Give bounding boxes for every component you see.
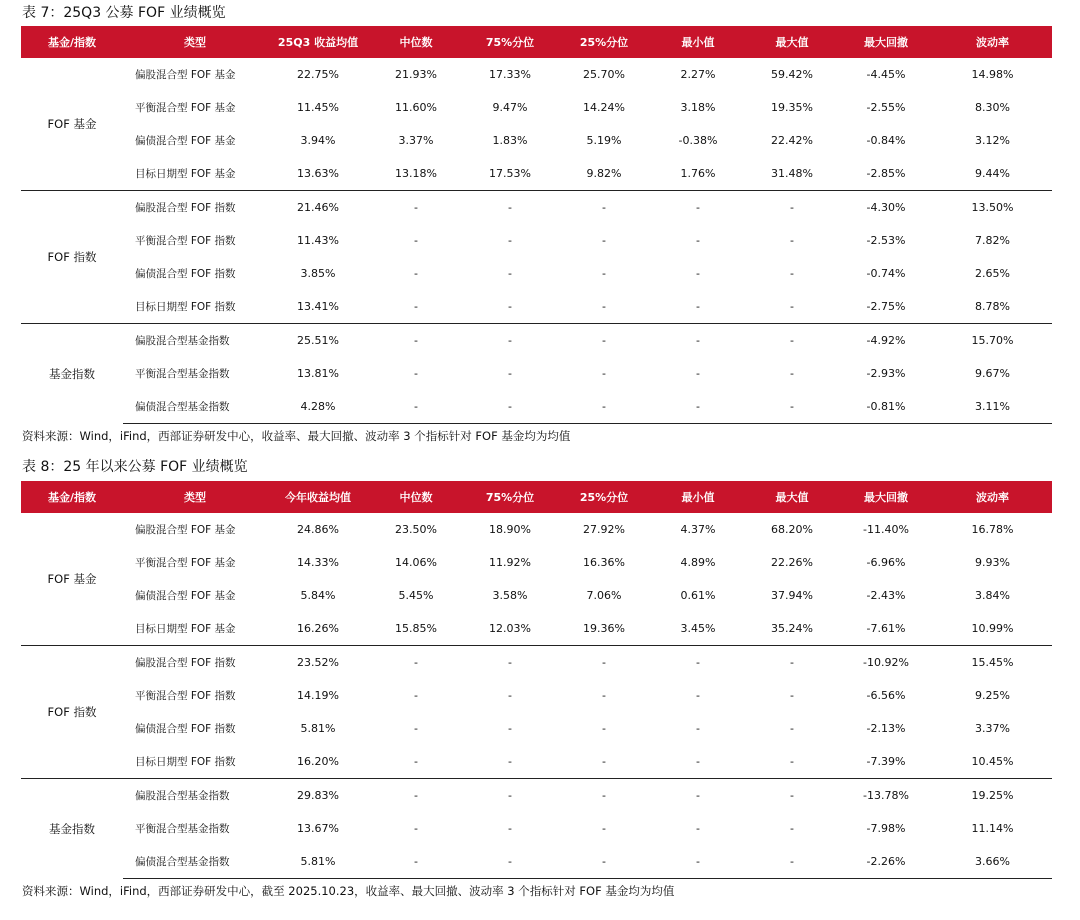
value-cell: 11.60% — [395, 101, 437, 114]
value-cell: 8.30% — [975, 101, 1010, 114]
value-cell: - — [508, 689, 512, 702]
value-cell: 16.36% — [583, 556, 625, 569]
value-cell: 15.70% — [933, 324, 1052, 358]
value-cell: 9.44% — [975, 167, 1010, 180]
table-row — [21, 58, 1052, 91]
type-cell: 平衡混合型 FOF 基金 — [135, 102, 236, 114]
row-group — [21, 646, 1052, 779]
column-header: 最小值 — [651, 26, 745, 58]
table8-caption: 表 8：25 年以来公募 FOF 业绩概览 — [22, 459, 248, 475]
value-cell: 3.94% — [300, 134, 336, 147]
value-cell: - — [790, 367, 794, 380]
value-cell: 5.84% — [300, 589, 336, 602]
value-cell: -2.53% — [866, 234, 906, 247]
value-cell: 19.36% — [583, 622, 625, 635]
column-header: 最大值 — [745, 481, 839, 513]
value-cell: 14.33% — [297, 556, 339, 569]
group-label: 基金指数 — [21, 324, 123, 424]
value-cell: - — [602, 367, 606, 380]
type-cell: 目标日期型 FOF 基金 — [135, 168, 236, 180]
value-cell: 25.70% — [583, 68, 625, 81]
value-cell: -2.43% — [866, 589, 906, 602]
value-cell: - — [745, 779, 839, 813]
value-cell: 31.48% — [771, 167, 813, 180]
column-header: 基金/指数 — [21, 26, 123, 58]
value-cell: 9.67% — [975, 367, 1010, 380]
value-cell: 1.83% — [492, 134, 528, 147]
value-cell: 15.45% — [933, 646, 1052, 680]
value-cell: 10.99% — [971, 622, 1014, 635]
value-cell: - — [745, 390, 839, 424]
type-cell: 偏股混合型基金指数 — [123, 779, 267, 813]
type-cell: 偏债混合型 FOF 基金 — [135, 135, 236, 147]
value-cell: 11.43% — [297, 234, 339, 247]
table-row — [21, 546, 1052, 579]
table-row — [21, 745, 1052, 779]
value-cell: 5.19% — [586, 134, 622, 147]
value-cell: - — [696, 234, 700, 247]
value-cell: - — [557, 845, 651, 879]
value-cell: - — [414, 689, 418, 702]
value-cell: 9.93% — [975, 556, 1010, 569]
value-cell: - — [414, 722, 418, 735]
column-header: 最大值 — [745, 26, 839, 58]
value-cell: 15.85% — [395, 622, 437, 635]
type-cell: 平衡混合型 FOF 基金 — [135, 557, 236, 569]
value-cell: 5.45% — [398, 589, 434, 602]
column-header: 基金/指数 — [21, 481, 123, 513]
value-cell: - — [414, 367, 418, 380]
table-row — [21, 324, 1052, 358]
value-cell: -2.13% — [866, 722, 906, 735]
value-cell: -10.92% — [839, 646, 933, 680]
value-cell: - — [508, 234, 512, 247]
table-row — [21, 513, 1052, 546]
type-cell: 偏债混合型 FOF 指数 — [135, 268, 236, 280]
value-cell: - — [745, 324, 839, 358]
table-row — [21, 191, 1052, 225]
value-cell: - — [602, 300, 606, 313]
value-cell: 23.50% — [395, 523, 437, 536]
value-cell: 8.78% — [975, 300, 1010, 313]
value-cell: 24.86% — [297, 523, 339, 536]
value-cell: 3.12% — [975, 134, 1010, 147]
group-label: FOF 基金 — [47, 572, 97, 586]
value-cell: - — [557, 191, 651, 225]
value-cell: 0.61% — [680, 589, 716, 602]
group-label: FOF 基金 — [47, 117, 97, 131]
value-cell: 13.67% — [297, 822, 339, 835]
value-cell: 3.85% — [300, 267, 336, 280]
value-cell: - — [651, 845, 745, 879]
value-cell: 9.25% — [975, 689, 1010, 702]
value-cell: - — [557, 779, 651, 813]
column-header: 25%分位 — [557, 481, 651, 513]
value-cell: 37.94% — [771, 589, 813, 602]
value-cell: 14.24% — [583, 101, 625, 114]
table-row — [21, 124, 1052, 157]
value-cell: 2.27% — [680, 68, 716, 81]
value-cell: - — [369, 779, 463, 813]
value-cell: - — [790, 722, 794, 735]
value-cell: - — [696, 722, 700, 735]
value-cell: - — [369, 845, 463, 879]
column-header: 最小值 — [651, 481, 745, 513]
value-cell: -7.61% — [866, 622, 906, 635]
value-cell: 22.75% — [297, 68, 339, 81]
table7-caption: 表 7：25Q3 公募 FOF 业绩概览 — [22, 5, 226, 21]
value-cell: - — [557, 390, 651, 424]
type-cell: 目标日期型 FOF 指数 — [135, 756, 236, 768]
value-cell: - — [790, 755, 794, 768]
value-cell: 21.93% — [395, 68, 437, 81]
value-cell: - — [508, 267, 512, 280]
value-cell: - — [508, 300, 512, 313]
type-cell: 平衡混合型基金指数 — [135, 368, 230, 380]
value-cell: 4.37% — [680, 523, 716, 536]
value-cell: 14.06% — [395, 556, 437, 569]
type-cell: 平衡混合型 FOF 指数 — [135, 235, 236, 247]
value-cell: - — [463, 191, 557, 225]
value-cell: 3.11% — [933, 390, 1052, 424]
value-cell: 17.33% — [489, 68, 531, 81]
value-cell: 3.45% — [680, 622, 716, 635]
type-cell: 平衡混合型基金指数 — [135, 823, 230, 835]
column-header: 今年收益均值 — [267, 481, 369, 513]
header-row — [21, 26, 1052, 58]
type-cell: 目标日期型 FOF 指数 — [135, 301, 236, 313]
row-group — [21, 513, 1052, 646]
value-cell: 18.90% — [489, 523, 531, 536]
value-cell: - — [790, 689, 794, 702]
value-cell: 16.78% — [971, 523, 1014, 536]
value-cell: 1.76% — [680, 167, 716, 180]
value-cell: 2.65% — [975, 267, 1010, 280]
row-group — [21, 191, 1052, 324]
value-cell: 12.03% — [489, 622, 531, 635]
table7 — [21, 26, 1052, 424]
value-cell: 4.28% — [267, 390, 369, 424]
value-cell: 3.37% — [398, 134, 434, 147]
value-cell: - — [602, 234, 606, 247]
value-cell: -0.38% — [678, 134, 718, 147]
value-cell: 7.82% — [975, 234, 1010, 247]
group-label: FOF 指数 — [21, 646, 123, 779]
value-cell: 35.24% — [771, 622, 813, 635]
value-cell: - — [696, 300, 700, 313]
column-header: 波动率 — [933, 481, 1052, 513]
value-cell: 23.52% — [267, 646, 369, 680]
column-header: 25Q3 收益均值 — [267, 26, 369, 58]
table-row — [21, 290, 1052, 324]
row-group — [21, 779, 1052, 879]
table-row — [21, 257, 1052, 290]
value-cell: - — [508, 722, 512, 735]
value-cell: -0.81% — [839, 390, 933, 424]
type-cell: 目标日期型 FOF 基金 — [135, 623, 236, 635]
type-cell: 偏债混合型基金指数 — [123, 390, 267, 424]
value-cell: -7.98% — [866, 822, 906, 835]
value-cell: - — [651, 191, 745, 225]
table-row — [21, 357, 1052, 390]
value-cell: - — [414, 300, 418, 313]
table-row — [21, 579, 1052, 612]
value-cell: - — [602, 822, 606, 835]
value-cell: -2.93% — [866, 367, 906, 380]
table8-source-note: 资料来源：Wind，iFind，西部证券研发中心，截至 2025.10.23，收益率、最大回撤、波动率 3 个指标针对 FOF 基金均为均值 — [22, 884, 675, 898]
value-cell: - — [463, 646, 557, 680]
value-cell: 3.58% — [492, 589, 528, 602]
value-cell: 3.84% — [975, 589, 1010, 602]
value-cell: - — [508, 755, 512, 768]
value-cell: - — [651, 779, 745, 813]
value-cell: 22.26% — [771, 556, 813, 569]
value-cell: 5.81% — [267, 845, 369, 879]
value-cell: - — [414, 822, 418, 835]
table7-source-note: 资料来源：Wind，iFind，西部证券研发中心，收益率、最大回撤、波动率 3 个指标针对 FOF 基金均为均值 — [22, 429, 571, 443]
value-cell: 21.46% — [267, 191, 369, 225]
value-cell: 10.45% — [971, 755, 1014, 768]
column-header: 中位数 — [369, 481, 463, 513]
value-cell: - — [651, 390, 745, 424]
value-cell: - — [463, 390, 557, 424]
value-cell: - — [602, 689, 606, 702]
value-cell: -4.92% — [839, 324, 933, 358]
value-cell: 4.89% — [680, 556, 716, 569]
value-cell: 59.42% — [771, 68, 813, 81]
type-cell: 偏债混合型 FOF 指数 — [135, 723, 236, 735]
value-cell: - — [508, 367, 512, 380]
value-cell: - — [651, 646, 745, 680]
value-cell: - — [602, 755, 606, 768]
table-row — [21, 157, 1052, 191]
value-cell: - — [696, 267, 700, 280]
value-cell: 19.35% — [771, 101, 813, 114]
value-cell: -2.75% — [866, 300, 906, 313]
value-cell: 68.20% — [771, 523, 813, 536]
value-cell: - — [463, 845, 557, 879]
value-cell: -13.78% — [839, 779, 933, 813]
value-cell: 11.45% — [297, 101, 339, 114]
value-cell: - — [745, 191, 839, 225]
group-label: 基金指数 — [21, 779, 123, 879]
value-cell: - — [696, 822, 700, 835]
value-cell: - — [508, 822, 512, 835]
value-cell: 3.37% — [975, 722, 1010, 735]
value-cell: - — [369, 191, 463, 225]
column-header: 类型 — [123, 481, 267, 513]
value-cell: -11.40% — [863, 523, 909, 536]
value-cell: 29.83% — [267, 779, 369, 813]
column-header: 最大回撤 — [839, 481, 933, 513]
table-row — [21, 91, 1052, 124]
type-cell: 偏股混合型 FOF 基金 — [135, 69, 236, 81]
value-cell: -0.84% — [866, 134, 906, 147]
value-cell: - — [463, 779, 557, 813]
value-cell: - — [602, 722, 606, 735]
value-cell: 3.66% — [933, 845, 1052, 879]
table-row — [21, 679, 1052, 712]
type-cell: 偏债混合型基金指数 — [123, 845, 267, 879]
column-header: 最大回撤 — [839, 26, 933, 58]
value-cell: - — [790, 267, 794, 280]
column-header: 75%分位 — [463, 481, 557, 513]
value-cell: 22.42% — [771, 134, 813, 147]
value-cell: - — [414, 234, 418, 247]
value-cell: - — [369, 390, 463, 424]
table-row — [21, 779, 1052, 813]
header-row — [21, 481, 1052, 513]
value-cell: -4.45% — [866, 68, 906, 81]
value-cell: 13.50% — [933, 191, 1052, 225]
type-cell: 偏股混合型 FOF 基金 — [135, 524, 236, 536]
value-cell: - — [602, 267, 606, 280]
table8 — [21, 481, 1052, 879]
value-cell: - — [414, 755, 418, 768]
value-cell: 13.41% — [297, 300, 339, 313]
column-header: 波动率 — [933, 26, 1052, 58]
group-label: FOF 指数 — [21, 191, 123, 324]
value-cell: -6.96% — [866, 556, 906, 569]
value-cell: 7.06% — [586, 589, 622, 602]
value-cell: 3.18% — [680, 101, 716, 114]
value-cell: 14.98% — [971, 68, 1014, 81]
value-cell: 5.81% — [300, 722, 336, 735]
column-header: 类型 — [123, 26, 267, 58]
table-row — [21, 612, 1052, 646]
value-cell: - — [790, 822, 794, 835]
value-cell: - — [557, 324, 651, 358]
value-cell: - — [463, 324, 557, 358]
value-cell: -2.55% — [866, 101, 906, 114]
value-cell: 9.47% — [492, 101, 528, 114]
row-group — [21, 58, 1052, 191]
value-cell: - — [651, 324, 745, 358]
value-cell: 25.51% — [267, 324, 369, 358]
table-row — [21, 390, 1052, 424]
table-row — [21, 712, 1052, 745]
value-cell: -0.74% — [866, 267, 906, 280]
value-cell: - — [557, 646, 651, 680]
value-cell: - — [696, 367, 700, 380]
value-cell: 14.19% — [297, 689, 339, 702]
value-cell: 11.92% — [489, 556, 531, 569]
value-cell: -7.39% — [866, 755, 906, 768]
table-row — [21, 224, 1052, 257]
value-cell: 16.20% — [297, 755, 339, 768]
type-cell: 偏股混合型 FOF 指数 — [123, 646, 267, 680]
value-cell: -6.56% — [866, 689, 906, 702]
table-row — [21, 845, 1052, 879]
value-cell: - — [414, 267, 418, 280]
type-cell: 平衡混合型 FOF 指数 — [135, 690, 236, 702]
value-cell: -2.26% — [839, 845, 933, 879]
value-cell: -2.85% — [866, 167, 906, 180]
column-header: 中位数 — [369, 26, 463, 58]
value-cell: - — [369, 646, 463, 680]
value-cell: - — [745, 646, 839, 680]
value-cell: 13.63% — [297, 167, 339, 180]
type-cell: 偏债混合型 FOF 基金 — [135, 590, 236, 602]
value-cell: - — [745, 845, 839, 879]
type-cell: 偏股混合型 FOF 指数 — [123, 191, 267, 225]
value-cell: - — [369, 324, 463, 358]
value-cell: - — [696, 755, 700, 768]
value-cell: 13.81% — [297, 367, 339, 380]
value-cell: - — [696, 689, 700, 702]
column-header: 75%分位 — [463, 26, 557, 58]
value-cell: 19.25% — [933, 779, 1052, 813]
table-row — [21, 646, 1052, 680]
column-header: 25%分位 — [557, 26, 651, 58]
value-cell: - — [790, 234, 794, 247]
value-cell: 11.14% — [971, 822, 1014, 835]
value-cell: 16.26% — [297, 622, 339, 635]
value-cell: 13.18% — [395, 167, 437, 180]
table-row — [21, 812, 1052, 845]
row-group — [21, 324, 1052, 424]
value-cell: 9.82% — [586, 167, 622, 180]
value-cell: 17.53% — [489, 167, 531, 180]
value-cell: - — [790, 300, 794, 313]
value-cell: -4.30% — [839, 191, 933, 225]
type-cell: 偏股混合型基金指数 — [123, 324, 267, 358]
value-cell: 27.92% — [583, 523, 625, 536]
